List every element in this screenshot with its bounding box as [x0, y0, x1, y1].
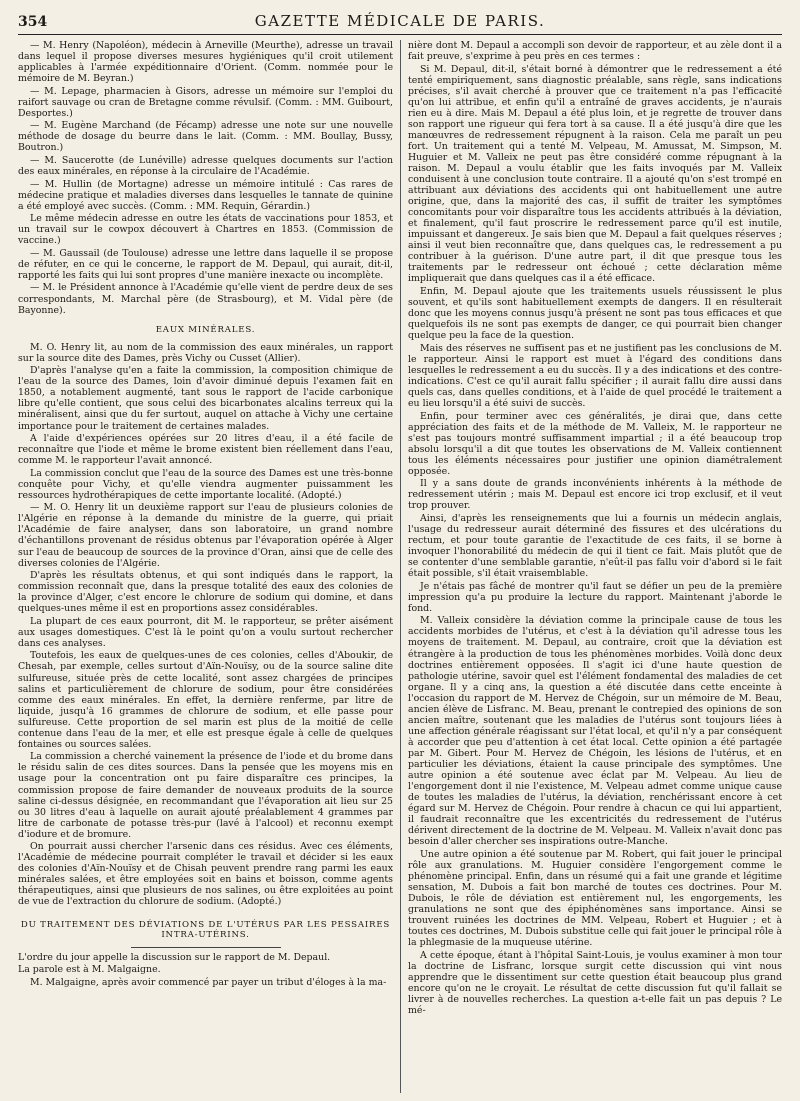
- paragraph: Si M. Depaul, dit-il, s'était borné à démontrer que le redressement a été tenté empiriquement, sans diagnostic préalable, sans règle, sans indications précises, s'il avait cherché à prouver que ce traitement n'a pas l'efficacité qu'on lui attribue, et enfin qu'il a entraîné de graves accidents, je n'aurais rien eu à dire. Mais M. Depaul a été plus loin, et je regrette de trouver dans son rapport une rigueur qui fera tort à sa cause. Il a été jusqu'à dire que les manœuvres de redressement répugnent à la raison. Cela me paraît un peu fort. Un traitement qui a tenté M. Velpeau, M. Amussat, M. Simpson, M. Huguier et M. Valleix ne peut pas être considéré comme répugnant à la raison. M. Depaul a voulu établir que les faits invoqués par M. Valleix conduisent à une conclusion toute contraire. Il a ajouté qu'on s'est trompé en attribuant aux déviations des accidents qui ont habituellement une autre origine, que, dans la majorité des cas, il suffit de traiter les symptômes concomitants pour voir disparaître tous les accidents attribués à la déviation, et finalement, qu'il faut proscrire le redressement parce qu'il est inutile, impuissant et dangereux. Je sais bien que M. Depaul a fait quelques réserves ; ainsi il veut bien reconnaître que, dans quelques cas, le redressement a pu contribuer à la guérison. D'une autre part, il dit que presque tous les traitements par le redresseur ont échoué ; cette déclaration même impliquerait que dans quelques cas il a été efficace.: [408, 63, 782, 285]
- section-title-line: DU TRAITEMENT DES DÉVIATIONS DE L'UTÉRUS PAR LES PESSAIRES: [20, 919, 391, 930]
- paragraph: Enfin, pour terminer avec ces généralités, je dirai que, dans cette appréciation des faits et de la méthode de M. Valleix, M. le rapporteur ne s'est pas toujours montré suffisamment impartial ; il a été beaucoup trop absolu lorsqu'il a dit que toutes les observations de M. Valleix contiennent tous les éléments nécessaires pour justifier une opinion diamétralement opposée.: [408, 410, 782, 477]
- paragraph: A l'aide d'expériences opérées sur 20 litres d'eau, il a été facile de reconnaître que l'iode et même le brome existent bien réellement dans l'eau, comme M. le rapporteur l'avait annoncé.: [18, 433, 393, 467]
- section-title-eaux-minerales: EAUX MINÉRALES.: [155, 324, 256, 335]
- paragraph: nière dont M. Depaul a accompli son devoir de rapporteur, et au zèle dont il a fait preuve, s'exprime à peu près en ces termes :: [408, 40, 782, 63]
- paragraph: — M. Saucerotte (de Lunéville) adresse quelques documents sur l'action des eaux minérales, en réponse à la circulaire de l'Académie.: [18, 154, 393, 178]
- paragraph: Mais des réserves ne suffisent pas et ne justifient pas les conclusions de M. le rapporteur. Ainsi le rapport est muet à l'égard des conditions dans lesquelles le redressement a eu du succès. Il y a des indications et des contre-indications. C'est ce qu'il aurait fallu spécifier ; il aurait fallu dire aussi dans quels cas, dans quelles conditions, et à l'aide de quel procédé le traitement a eu lieu lorsqu'il a été suivi de succès.: [408, 342, 782, 409]
- paragraph: M. Malgaigne, après avoir commencé par payer un tribut d'éloges à la ma-: [30, 976, 387, 988]
- paragraph: La parole est à M. Malgaigne.: [18, 964, 161, 976]
- right-column: [400, 40, 782, 1093]
- paragraph: Il y a sans doute de grands inconvénients inhérents à la méthode de redressement utérin ; mais M. Depaul est encore ici trop exclusif, et il veut trop prouver.: [408, 478, 782, 512]
- paragraph: La commission a cherché vainement la présence de l'iode et du brome dans le résidu salin de ces dites sources. Dans la pensée que les moyens mis en usage pour la concentration ont pu faire disparaître ces principes, la commission propose de faire demander de nouveaux produits de la source saline ci-dessus désignée, en recommandant que l'évaporation ait lieu sur 25 ou 30 litres d'eau à laquelle on aurait ajouté préalablement 4 grammes par litre de carbonate de potasse très-pur (lavé à l'alcool) et reconnu exempt d'iodure et de bromure.: [18, 751, 393, 840]
- section-title-line: INTRA-UTÉRINS.: [161, 930, 250, 941]
- paragraph: On pourrait aussi chercher l'arsenic dans ces résidus. Avec ces éléments, l'Académie de médecine pourrait compléter le travail et décider si les eaux des colonies d'Aïn-Nouïsy et de Chisah peuvent prendre rang parmi les eaux minérales salées, et être employées soit en bains et boisson, comme agents thérapeutiques, ainsi que plusieurs de nos salines, ou être exploitées au point de vue de l'extraction du chlorure de sodium. (Adopté.): [18, 841, 393, 908]
- paragraph: — M. O. Henry lit un deuxième rapport sur l'eau de plusieurs colonies de l'Algérie en réponse à la demande du ministre de la guerre, qui priait l'Académie de faire analyser, dans son laboratoire, un grand nombre d'échantillons provenant de résidus obtenus par l'évaporation opérée à Alger sur l'eau de beaucoup de sources de la province d'Oran, ainsi que de celle des diverses colonies de l'Algérie.: [18, 502, 393, 569]
- page-number: 354: [18, 14, 48, 30]
- section-title-deviations-uterus: [18, 920, 393, 941]
- section-divider: [131, 947, 281, 948]
- left-column: [18, 40, 400, 1093]
- paragraph: A cette époque, étant à l'hôpital Saint-Louis, je voulus examiner à mon tour la doctrine de Lisfranc, lorsque surgit cette discussion qui vint nous apprendre que le dissentiment sur cette question était beaucoup plus grand encore qu'on ne le croyait. Le résultat de cette discussion fut qu'il fallait se livrer à de nouvelles recherches. La question a-t-elle fait un pas depuis ? Le mé-: [408, 949, 782, 1017]
- paragraph: Une autre opinion a été soutenue par M. Robert, qui fait jouer le principal rôle aux granulations. M. Huguier considère l'engorgement comme le phénomène principal. Enfin, dans un résumé qui a fait une grande et légitime sensation, M. Dubois a fait bon marché de toutes ces doctrines. Pour M. Dubois, le rôle de déviation est entièrement nul, les engorgements, les granulations ne sont que des épiphénomènes sans importance. Ainsi se trouvent ruinées les doctrines de MM. Velpeau, Robert et Huguier ; et à toutes ces doctrines, M. Dubois substitue celle qui fait jouer le principal rôle à la phlegmasie de la muqueuse utérine.: [408, 848, 782, 949]
- paragraph: Le même médecin adresse en outre les états de vaccinations pour 1853, et un travail sur le cowpox découvert à Chartres en 1853. (Commission de vaccine.): [18, 213, 393, 247]
- paragraph: La commission conclut que l'eau de la source des Dames est une très-bonne conquête pour Vichy, et qu'elle viendra augmenter puissamment les ressources hydrothérapiques de cette importante localité. (Adopté.): [18, 467, 393, 501]
- paragraph: M. Valleix considère la déviation comme la principale cause de tous les accidents morbides de l'utérus, et c'est à la déviation qu'il adresse tous les moyens de traitement. M. Depaul, au contraire, croit que la déviation est étrangère à la production de tous les phénomènes morbides. Voilà donc deux doctrines entièrement opposées. Il s'agit ici d'une haute question de pathologie utérine, savoir quel est l'élément fondamental des maladies de cet organe. Il y a cinq ans, la question a été discutée dans cette enceinte à l'occasion du rapport de M. Hervez de Chégoin, sur un mémoire de M. Beau, ancien élève de Lisfranc. M. Beau, prenant le contrepied des opinions de son ancien maître, soutenant que les maladies de l'utérus sont toujours liées à une affection générale réagissant sur l'état local, et qu'il n'y a par conséquent à accorder que peu d'attention à cet état local. Cette opinion a été partagée par M. Gibert. Pour M. Hervez de Chégoin, les lésions de l'utérus, et en particulier les déviations, étaient la cause principale des symptômes. Une autre opinion a été soutenue avec éclat par M. Velpeau. Au lieu de l'engorgement dont il nie l'existence, M. Velpeau admet comme unique cause de toutes les maladies de l'utérus, la déviation, renchérissant encore à cet égard sur M. Hervez de Chégoin. Pour rendre à chacun ce qui lui appartient, il faudrait reconnaître que les excentricités du redressement de l'utérus dérivent directement de la doctrine de M. Velpeau. M. Valleix n'avait donc pas besoin d'aller chercher ses inspirations outre-Manche.: [408, 615, 782, 848]
- paragraph: — M. le Président annonce à l'Académie qu'elle vient de perdre deux de ses correspondants, M. Marchal père (de Strasbourg), et M. Vidal père (de Bayonne).: [18, 282, 393, 316]
- paragraph: — M. Lepage, pharmacien à Gisors, adresse un mémoire sur l'emploi du raifort sauvage ou cran de Bretagne comme révulsif. (Comm. : MM. Guibourt, Desportes.): [18, 85, 393, 119]
- paragraph: — M. Hullin (de Mortagne) adresse un mémoire intitulé : Cas rares de médecine pratique et maladies diverses dans lesquelles le tannate de quinine a été employé avec succès. (Comm. : MM. Requin, Gérardin.): [18, 178, 393, 212]
- paragraph: L'ordre du jour appelle la discussion sur le rapport de M. Depaul.: [18, 951, 331, 963]
- paragraph: D'après l'analyse qu'en a faite la commission, la composition chimique de l'eau de la source des Dames, loin d'avoir diminué depuis l'examen fait en 1850, a notablement augmenté, tant sous le rapport de l'acide carbonique libre qu'elle contient, que sous celui des bicarbonates alcalins terreux qui la minéralisent, ainsi que du fer surtout, auquel on attache à Vichy une certaine importance pour le traitement de certaines malades.: [18, 365, 393, 432]
- paragraph: Ainsi, d'après les renseignements que lui a fournis un médecin anglais, l'usage du redresseur aurait déterminé des fissures et des ulcérations du rectum, et pour toute garantie de l'exactitude de ces faits, il se borne à invoquer l'honorabilité du médecin de qui il tient ce fait. Mais plutôt que de se contenter d'une semblable garantie, n'eût-il pas fallu voir d'abord si le fait était possible, s'il était vraisemblable.: [408, 512, 782, 580]
- paragraph: M. O. Henry lit, au nom de la commission des eaux minérales, un rapport sur la source dite des Dames, près Vichy ou Cusset (Allier).: [18, 341, 393, 364]
- paragraph: La plupart de ces eaux pourront, dit M. le rapporteur, se prêter aisément aux usages domestiques. C'est là le point qu'on a voulu surtout rechercher dans ces analyses.: [18, 615, 393, 649]
- paragraph: Je n'étais pas fâché de montrer qu'il faut se défier un peu de la première impression qu'a pu produire la lecture du rapport. Maintenant j'aborde le fond.: [408, 580, 782, 614]
- paragraph: Toutefois, les eaux de quelques-unes de ces colonies, celles d'Aboukir, de Chesah, par exemple, celles surtout d'Aïn-Nouïsy, ou de la source saline dite sulfureuse, située près de cette localité, sont assez chargées de principes salins et particulièrement de chlorure de sodium, pour être considérées comme des eaux minérales. En effet, la dernière renferme, par litre de liquide, jusqu'à 16 grammes de chlorure de sodium, et elle passe pour sulfureuse. Cette proportion de sel marin est plus de la moitié de celle contenue dans l'eau de la mer, et elle est presque égale à celle de quelques fontaines ou sources salées.: [18, 650, 393, 750]
- journal-title: GAZETTE MÉDICALE DE PARIS.: [254, 12, 546, 30]
- paragraph: — M. Henry (Napoléon), médecin à Arneville (Meurthe), adresse un travail dans lequel il propose diverses mesures hygiéniques qu'il croit utilement applicables à l'armée expéditionnaire d'Orient. (Comm. nommée pour le mémoire de M. Beyran.): [18, 40, 393, 85]
- paragraph: D'après les résultats obtenus, et qui sont indiqués dans le rapport, la commission reconnaît que, dans la presque totalité des eaux des colonies de la province d'Alger, c'est encore le chlorure de sodium qui domine, et dans quelques-unes même il est en proportions assez considérables.: [18, 570, 393, 615]
- paragraph: — M. Eugène Marchand (de Fécamp) adresse une note sur une nouvelle méthode de dosage du beurre dans le lait. (Comm. : MM. Boullay, Bussy, Boutron.): [18, 120, 393, 154]
- paragraph: — M. Gaussail (de Toulouse) adresse une lettre dans laquelle il se propose de réfuter, en ce qui le concerne, le rapport de M. Depaul, qui aurait, dit-il, rapporté les faits qui lui sont propres d'une manière inexacte ou incomplète.: [18, 247, 393, 281]
- text-columns: [18, 40, 782, 1093]
- paragraph: Enfin, M. Depaul ajoute que les traitements usuels réussissent le plus souvent, et qu'ils sont habituellement exempts de dangers. Il en résulterait donc que les moyens connus jusqu'à présent ne sont pas tous efficaces et que quelquefois ils ne sont pas exempts de danger, ce qui pourrait bien changer quelque peu la face de la question.: [408, 286, 782, 342]
- page-header: [18, 12, 782, 35]
